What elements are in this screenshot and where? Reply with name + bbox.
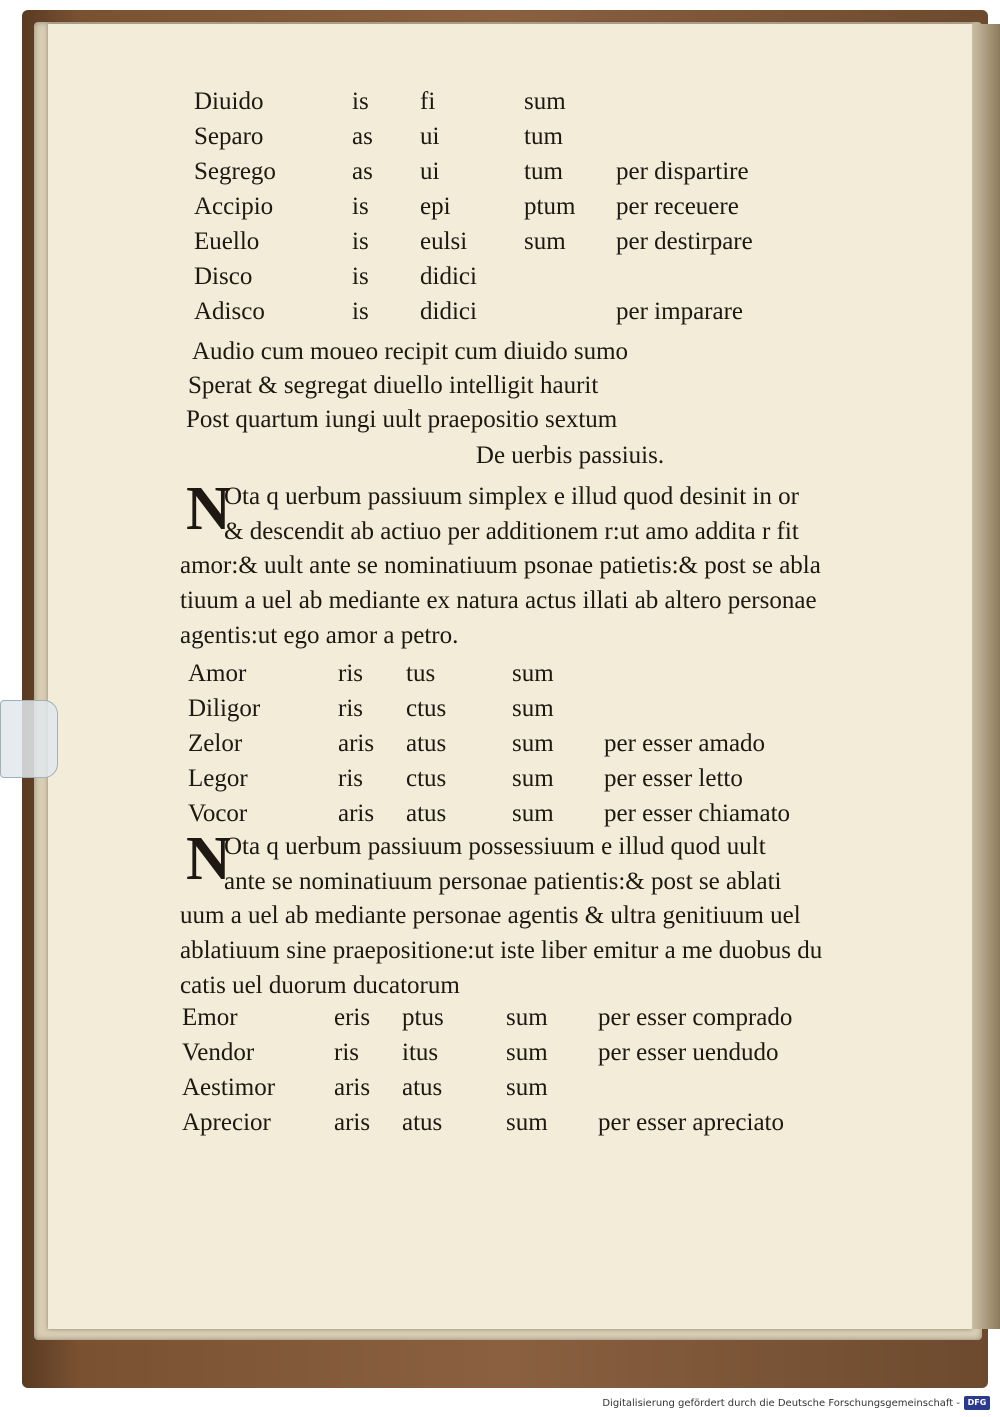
paragraph-line: ablatiuum sine praepositione:ut iste liber emitur a me duobus du xyxy=(180,937,823,965)
table-cell: eulsi xyxy=(420,228,468,255)
table-cell: fi xyxy=(420,88,436,115)
table-cell: per esser apreciato xyxy=(598,1109,784,1136)
table-cell: per esser amado xyxy=(604,730,766,757)
table-cell: didici xyxy=(420,298,477,325)
paragraph-line: amor:& uult ante se nominatiuum psonae patietis:& post se abla xyxy=(180,552,821,580)
paragraph-line: agentis:ut ego amor a petro. xyxy=(180,621,459,649)
table-cell: ui xyxy=(420,123,440,150)
table-cell: aris xyxy=(334,1074,371,1101)
table-cell: is xyxy=(352,228,369,255)
table-cell: sum xyxy=(506,1039,548,1066)
verse-line: Post quartum iungi uult praepositio sextum xyxy=(186,406,618,433)
table-cell: didici xyxy=(420,263,477,290)
table-cell: sum xyxy=(524,88,566,115)
table-cell: Zelor xyxy=(188,730,243,757)
drop-cap: N xyxy=(186,825,231,893)
table-cell: Euello xyxy=(194,228,260,255)
paragraph xyxy=(180,825,880,1004)
table-cell: sum xyxy=(512,800,554,827)
table-cell: ptus xyxy=(402,1004,444,1031)
paragraph-line: & descendit ab actiuo per additionem r:ut amo addita r fit xyxy=(224,517,799,545)
table-cell: aris xyxy=(338,800,375,827)
table-cell: Disco xyxy=(194,263,253,290)
table-cell: aris xyxy=(334,1109,371,1136)
table-cell: tum xyxy=(524,123,563,150)
table-cell: Aprecior xyxy=(182,1109,271,1136)
verse-line: Audio cum moueo recipit cum diuido sumo xyxy=(192,338,629,365)
table-cell: Segrego xyxy=(194,158,276,185)
table-cell: sum xyxy=(506,1109,548,1136)
paragraph xyxy=(180,475,880,654)
page-edge xyxy=(972,24,1000,1329)
table-cell: Adisco xyxy=(194,298,265,325)
table-cell: tus xyxy=(406,660,436,687)
table-cell: is xyxy=(352,263,369,290)
table-cell: sum xyxy=(512,695,554,722)
table-cell: Amor xyxy=(188,660,247,687)
table-cell: ptum xyxy=(524,193,576,220)
table-cell: ctus xyxy=(406,695,447,722)
table-cell: epi xyxy=(420,193,451,220)
table-cell: ris xyxy=(338,695,363,722)
table-cell: Accipio xyxy=(194,193,274,220)
table-cell: Emor xyxy=(182,1004,238,1031)
footer-credit: Digitalisierung gefördert durch die Deutsche Forschungsgemeinschaft - xyxy=(602,1398,960,1409)
scan-clip xyxy=(0,700,58,778)
table-cell: is xyxy=(352,193,369,220)
table-cell: per destirpare xyxy=(616,228,753,255)
table-cell: Legor xyxy=(188,765,248,792)
paragraph-line: ante se nominatiuum personae patientis:& post se ablati xyxy=(224,867,782,895)
table-cell: per dispartire xyxy=(616,158,749,185)
table-cell: as xyxy=(352,123,373,150)
table-cell: Separo xyxy=(194,123,264,150)
table-cell: atus xyxy=(406,800,447,827)
table-cell: tum xyxy=(524,158,563,185)
table-cell: sum xyxy=(512,765,554,792)
table-cell: atus xyxy=(406,730,447,757)
table-cell: Vocor xyxy=(188,800,248,827)
table-cell: per esser uendudo xyxy=(598,1039,779,1066)
table-cell: aris xyxy=(338,730,375,757)
table-cell: per receuere xyxy=(616,193,739,220)
table-cell: is xyxy=(352,298,369,325)
table-cell: per esser comprado xyxy=(598,1004,793,1031)
dfg-logo: DFG xyxy=(964,1396,990,1410)
paragraph-line: catis uel duorum ducatorum xyxy=(180,971,460,999)
table-cell: sum xyxy=(506,1074,548,1101)
table-cell: Diligor xyxy=(188,695,261,722)
paragraph-line: uum a uel ab mediante personae agentis & ultra genitiuum uel xyxy=(180,902,801,930)
table-cell: Diuido xyxy=(194,88,264,115)
table-cell: ctus xyxy=(406,765,447,792)
table-cell: ris xyxy=(338,660,363,687)
table-cell: ris xyxy=(334,1039,359,1066)
section-heading: De uerbis passiuis. xyxy=(475,442,665,469)
table-cell: is xyxy=(352,88,369,115)
table-cell: as xyxy=(352,158,373,185)
table-cell: Aestimor xyxy=(182,1074,276,1101)
drop-cap: N xyxy=(186,475,231,543)
table-cell: sum xyxy=(506,1004,548,1031)
table-cell: ris xyxy=(338,765,363,792)
paragraph-line: Ota q uerbum passiuum simplex e illud quod desinit in or xyxy=(224,483,799,510)
table-cell: ui xyxy=(420,158,440,185)
table-cell: sum xyxy=(524,228,566,255)
table-cell: atus xyxy=(402,1074,443,1101)
paragraph-line: tiuum a uel ab mediante ex natura actus illati ab altero personae xyxy=(180,587,817,615)
table-cell: Vendor xyxy=(182,1039,255,1066)
table-cell: eris xyxy=(334,1004,371,1031)
table-cell: sum xyxy=(512,730,554,757)
table-cell: per imparare xyxy=(616,298,744,325)
table-cell: per esser chiamato xyxy=(604,800,791,827)
table-cell: itus xyxy=(402,1039,439,1066)
footer xyxy=(0,1391,1000,1417)
table-cell: atus xyxy=(402,1109,443,1136)
table-cell: sum xyxy=(512,660,554,687)
paragraph-line: Ota q uerbum passiuum possessiuum e illud quod uult xyxy=(224,833,766,860)
verse-line: Sperat & segregat diuello intelligit haurit xyxy=(188,372,599,399)
table-cell: per esser letto xyxy=(604,765,743,792)
